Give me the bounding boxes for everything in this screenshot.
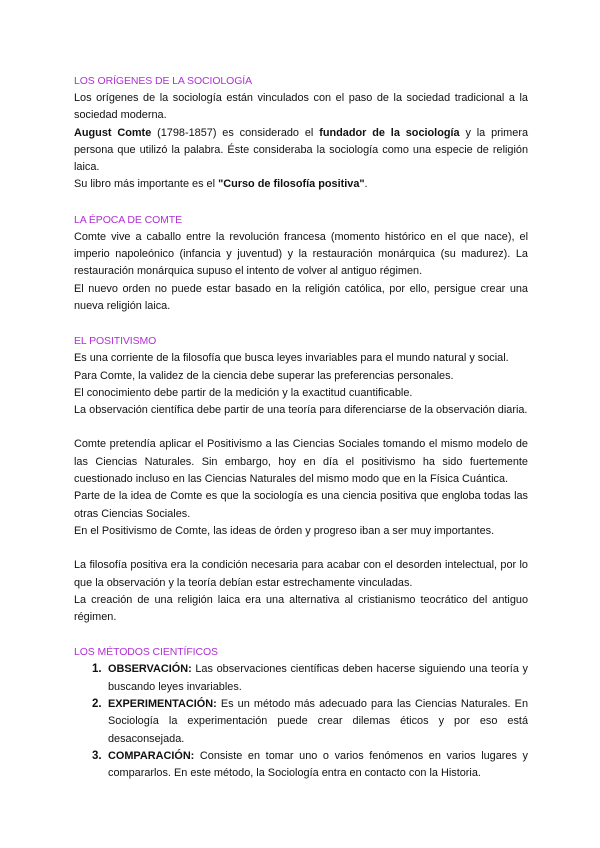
paragraph <box>74 125 528 177</box>
method-text: Consiste en tomar uno o varios fenómenos en varios lugares y compararlos. En este método, la Sociología entra en contacto con la Historia. <box>108 749 528 780</box>
bold-name: August Comte <box>74 126 152 139</box>
paragraph: Comte vive a caballo entre la revolución francesa (momento histórico en el que nace), el imperio napoleónico (infancia y juventud) y la restauración monárquica (su madurez). La restauración monárquica supuso el intento de volver al antiguo régimen. <box>74 230 528 278</box>
list-number: 1. <box>92 663 102 676</box>
method-text: Es un método más adecuado para las Ciencias Naturales. En Sociología la experimentación puede crear dilemas éticos y por eso está desaconsejada. <box>108 698 528 745</box>
list-number: 2. <box>92 698 102 711</box>
paragraph: Es una corriente de la filosofía que busca leyes invariables para el mundo natural y social. <box>74 352 509 365</box>
method-text: Las observaciones científicas deben hacerse siguiendo una teoría y buscando leyes invariables. <box>108 663 528 693</box>
paragraph: Para Comte, la validez de la ciencia debe superar las preferencias personales. <box>74 369 454 382</box>
paragraph: Comte pretendía aplicar el Positivismo a las Ciencias Sociales tomando el mismo modelo de las Ciencias Naturales. Sin embargo, hoy en día el positivismo ha sido fuertemente cuestionado incluso en las Ciencias Naturales del mismo modo que en la Física Cuántica. <box>74 438 528 486</box>
paragraph: La filosofía positiva era la condición necesaria para acabar con el desorden intelectual, por lo que la observación y la teoría debían estar estrechamente vinculadas. <box>74 559 528 589</box>
list-item <box>74 748 528 783</box>
text-run: . <box>364 178 368 191</box>
book-title: "Curso de filosofía positiva" <box>218 178 365 191</box>
paragraph: La creación de una religión laica era una alternativa al cristianismo teocrático del antiguo régimen. <box>74 593 528 624</box>
paragraph: La observación científica debe partir de una teoría para diferenciarse de la observación diaria. <box>74 404 528 417</box>
text-run: Su libro más importante es el <box>74 178 219 191</box>
text-run: y la primera persona que utilizó la palabra. Éste consideraba la sociología como una especie de religión laica. <box>74 126 528 174</box>
method-label: OBSERVACIÓN: <box>108 663 192 676</box>
paragraph: Los orígenes de la sociología están vinculados con el paso de la sociedad tradicional a la sociedad moderna. <box>74 92 528 122</box>
list-number: 3. <box>92 749 102 762</box>
paragraph: Parte de la idea de Comte es que la sociología es una ciencia positiva que engloba todas las otras Ciencias Sociales. <box>74 490 528 520</box>
section-title-origenes: LOS ORÍGENES DE LA SOCIOLOGÍA <box>74 75 252 87</box>
paragraph: El nuevo orden no puede estar basado en la religión católica, por ello, persigue crear una nueva religión laica. <box>74 282 528 312</box>
method-label: EXPERIMENTACIÓN: <box>108 698 217 711</box>
section-title-epoca: LA ÉPOCA DE COMTE <box>74 213 182 226</box>
paragraph <box>74 176 528 193</box>
methods-list <box>74 661 528 782</box>
paragraph: En el Positivismo de Comte, las ideas de órden y progreso iban a ser muy importantes. <box>74 524 495 537</box>
list-item <box>74 661 528 696</box>
text-run: (1798-1857) es considerado el <box>151 126 320 139</box>
paragraph: El conocimiento debe partir de la medición y la exactitud cuantificable. <box>74 386 413 399</box>
list-item <box>74 696 528 748</box>
section-title-positivismo: EL POSITIVISMO <box>74 335 157 348</box>
bold-phrase: fundador de la sociología <box>319 126 460 139</box>
method-label: COMPARACIÓN: <box>108 749 195 762</box>
document-content <box>74 73 528 783</box>
section-title-metodos: LOS MÉTODOS CIENTÍFICOS <box>74 646 218 659</box>
